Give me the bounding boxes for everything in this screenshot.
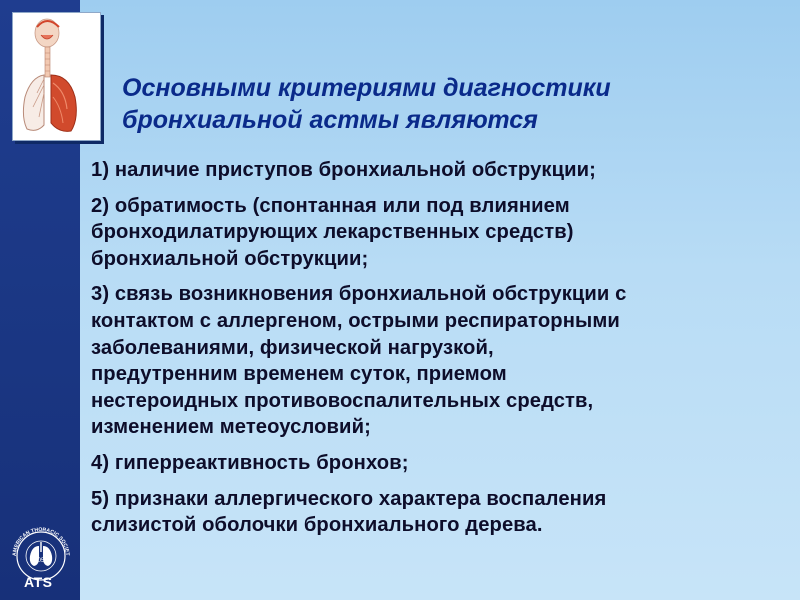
item-line: изменением метеоусловий;	[91, 416, 371, 439]
item-line: 2) обратимость (спонтанная или под влиянием	[91, 194, 570, 217]
item-line: бронхиальной обструкции;	[91, 247, 369, 270]
title-line: Основными критериями диагностики	[122, 74, 611, 102]
item-line: нестероидных противовоспалительных средств,	[91, 389, 594, 412]
item-line: 5) признаки аллергического характера воспаления	[91, 487, 607, 510]
item-line: слизистой оболочки бронхиального дерева.	[91, 514, 543, 537]
page-title	[122, 72, 772, 136]
item-line: 1) наличие приступов бронхиальной обструкции;	[91, 159, 596, 181]
list-item	[91, 281, 796, 441]
item-line: контактом с аллергеном, острыми респираторными	[91, 309, 620, 332]
respiratory-system-icon	[12, 12, 101, 141]
item-line: предутренним временем суток, приемом	[91, 363, 507, 386]
item-line: заболеваниями, физической нагрузкой,	[91, 336, 494, 359]
list-item	[91, 486, 796, 539]
title-line: бронхиальной астмы являются	[122, 106, 538, 134]
item-line: 4) гиперреактивность бронхов;	[91, 451, 409, 474]
item-line: бронходилатирующих лекарственных средств)	[91, 221, 574, 244]
criteria-list	[91, 157, 796, 548]
list-item	[91, 450, 796, 477]
logo-abbr: ATS	[24, 574, 53, 590]
list-item	[91, 157, 796, 184]
logo-ring-text: AMERICAN THORACIC SOCIET	[11, 526, 71, 557]
item-line: 3) связь возникновения бронхиальной обструкции с	[91, 283, 627, 306]
logo-year: 1905	[31, 558, 45, 564]
list-item	[91, 193, 796, 273]
